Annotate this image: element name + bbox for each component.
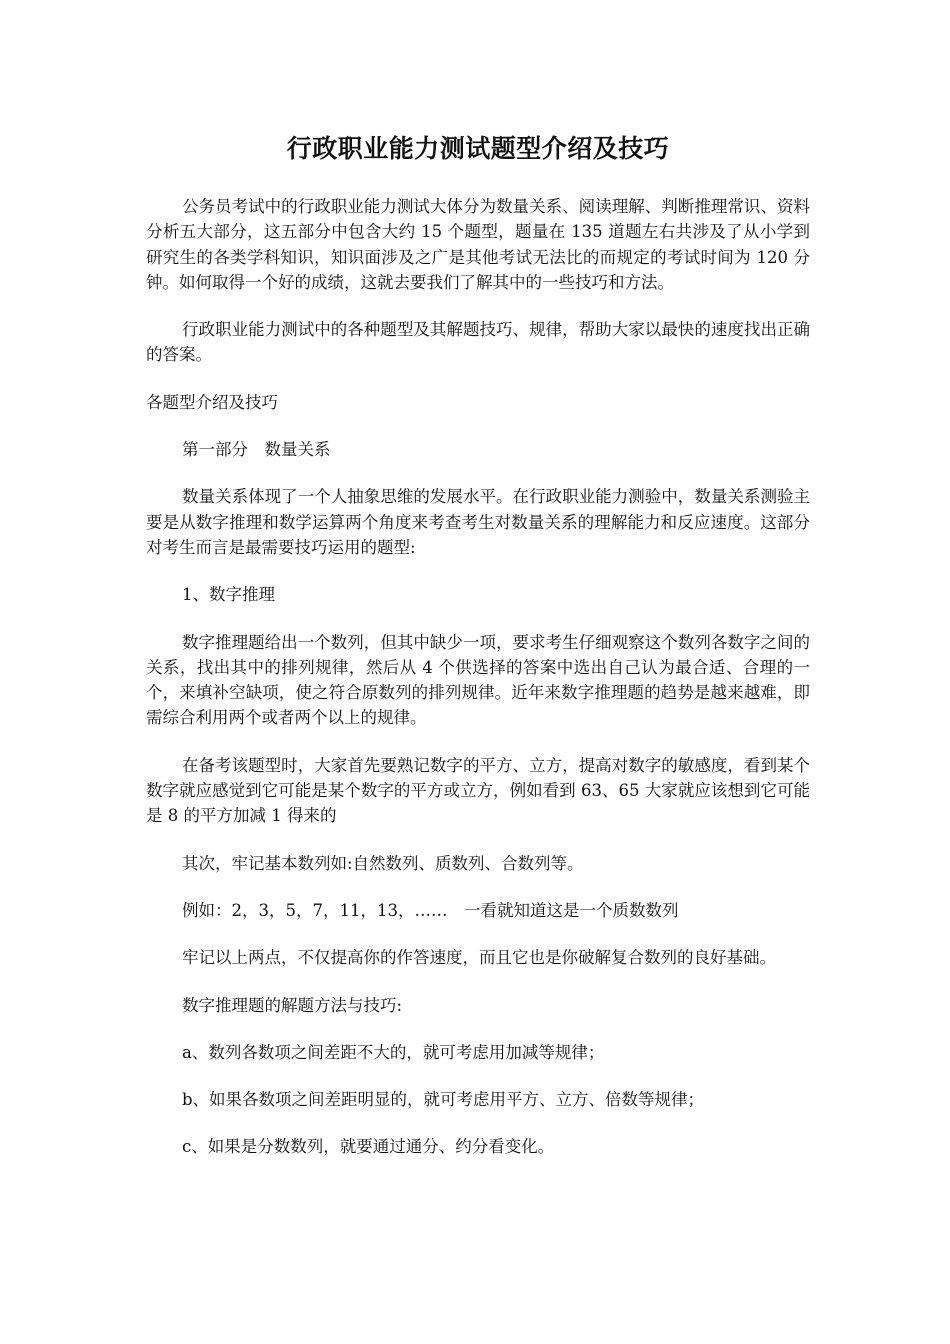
subsection-heading: 1、数字推理 (182, 585, 275, 605)
section-heading: 各题型介绍及技巧 (146, 392, 278, 412)
document-body (146, 194, 810, 1182)
document-title: 行政职业能力测试题型介绍及技巧 (286, 134, 670, 163)
paragraph-quantity-relations: 数量关系体现了一个人抽象思维的发展水平。在行政职业能力测验中，数量关系测验主要是从数字推理和数学运算两个角度来考查考生对数量关系的理解能力和反应速度。这部分对考生而言是最需要技巧运用的题型: (146, 487, 810, 557)
method-item-c: c、如果是分数数列，就要通过通分、约分看变化。 (182, 1137, 555, 1157)
paragraph-number-reasoning: 数字推理题给出一个数列，但其中缺少一项，要求考生仔细观察这个数列各数字之间的关系，找出其中的排列规律，然后从 4 个供选择的答案中选出自己认为最合适、合理的一个，来填补空缺项，使之符合原数列的排列规律。近年来数字推理题的趋势是越来越难，即需综合利用两个或者两个以上的规律。 (146, 632, 810, 728)
part-heading: 第一部分 数量关系 (182, 440, 331, 460)
paragraph-intro: 公务员考试中的行政职业能力测试大体分为数量关系、阅读理解、判断推理常识、资料分析五大部分，这五部分中包含大约 15 个题型，题量在 135 道题左右共涉及了从小学到研究生的各类学科知识，知识面涉及之广是其他考试无法比的而规定的考试时间为 120 分钟。如何取得一个好的成绩，这就去要我们了解其中的一些技巧和方法。 (146, 197, 810, 292)
paragraph-purpose: 行政职业能力测试中的各种题型及其解题技巧、规律，帮助大家以最快的速度找出正确的答案。 (146, 320, 810, 365)
methods-heading: 数字推理题的解题方法与技巧: (182, 995, 403, 1015)
paragraph-summary: 牢记以上两点，不仅提高你的作答速度，而且它也是你破解复合数列的良好基础。 (182, 948, 776, 968)
method-item-b: b、如果各数项之间差距明显的，就可考虑用平方、立方、倍数等规律； (182, 1090, 705, 1110)
paragraph-example: 例如：2，3，5，7，11，13，…… 一看就知道这是一个质数数列 (182, 900, 679, 920)
paragraph-preparation: 在备考该题型时，大家首先要熟记数字的平方、立方，提高对数字的敏感度，看到某个数字就应感觉到它可能是某个数字的平方或立方，例如看到 63、65 大家就应该想到它可能是 8 的平方加减 1 得来的 (146, 755, 810, 826)
paragraph-basic-sequences: 其次，牢记基本数列如:自然数列、质数列、合数列等。 (182, 853, 584, 873)
method-item-a: a、数列各数项之间差距不大的，就可考虑用加减等规律； (182, 1042, 605, 1062)
